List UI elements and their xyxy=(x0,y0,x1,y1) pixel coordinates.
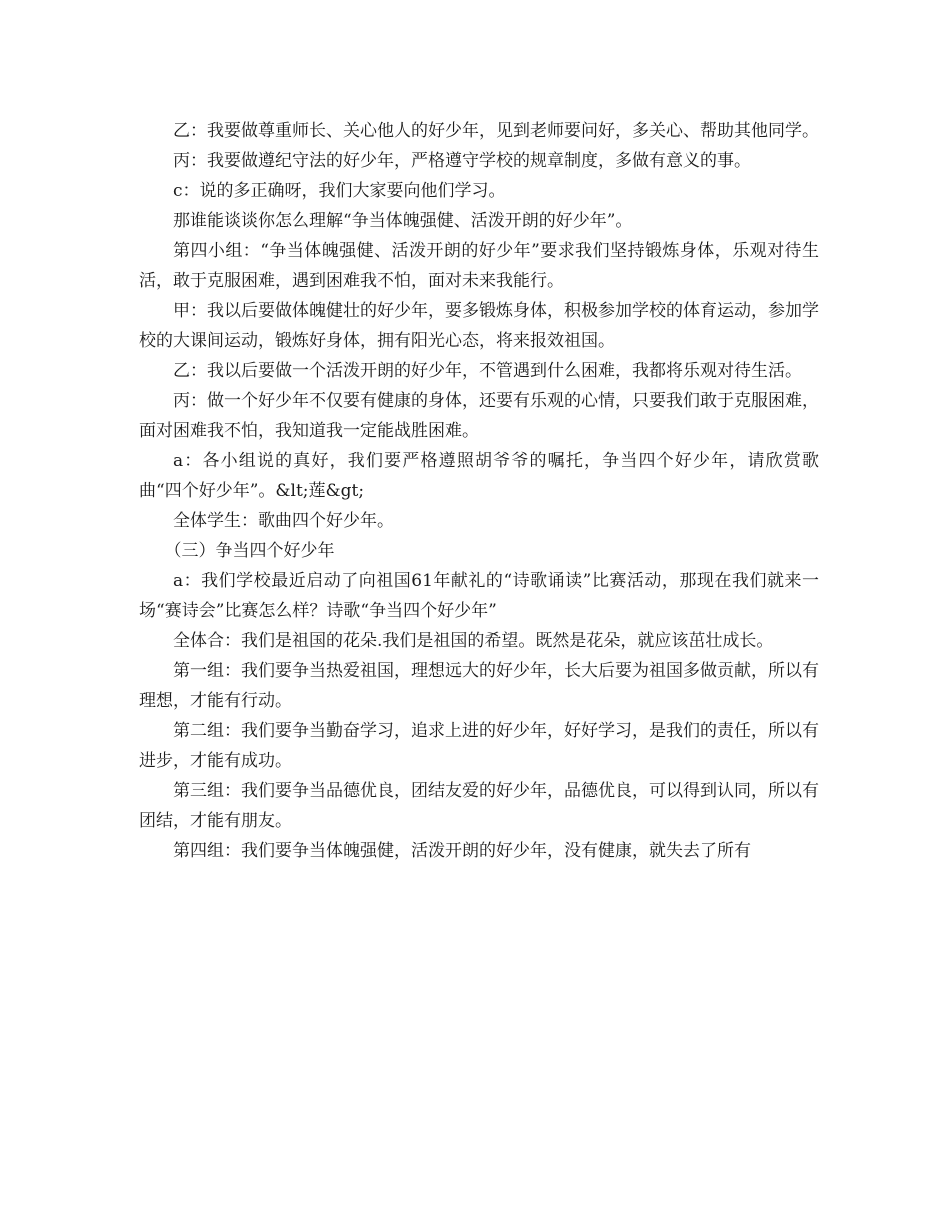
paragraph-group-two: 第二组：我们要争当勤奋学习，追求上进的好少年，好好学习，是我们的责任，所以有进步，才能有成功。 xyxy=(139,721,819,771)
paragraph-bing-law: 丙：我要做遵纪守法的好少年，严格遵守学校的规章制度，多做有意义的事。 xyxy=(173,151,751,171)
section-heading-three: （三）争当四个好少年 xyxy=(164,541,335,561)
paragraph-group-four: 第四小组：“争当体魄强健、活泼开朗的好少年”要求我们坚持锻炼身体，乐观对待生活，敢于克服困难，遇到困难我不怕，面对未来我能行。 xyxy=(139,241,819,291)
paragraph-group-three: 第三组：我们要争当品德优良，团结友爱的好少年，品德优良，可以得到认同，所以有团结，才能有朋友。 xyxy=(139,781,819,831)
paragraph-c-learn: c：说的多正确呀，我们大家要向他们学习。 xyxy=(173,181,506,201)
paragraph-yi-cheerful: 乙：我以后要做一个活泼开朗的好少年，不管遇到什么困难，我都将乐观对待生活。 xyxy=(173,361,802,381)
paragraph-all-together: 全体合：我们是祖国的花朵.我们是祖国的希望。既然是花朵，就应该茁壮成长。 xyxy=(173,631,774,651)
paragraph-group-four-poem: 第四组：我们要争当体魄强健，活泼开朗的好少年，没有健康，就失去了所有 xyxy=(173,841,751,861)
paragraph-all-students-song: 全体学生：歌曲四个好少年。 xyxy=(173,511,394,531)
paragraph-yi-respect: 乙：我要做尊重师长、关心他人的好少年，见到老师要问好，多关心、帮助其他同学。 xyxy=(173,121,819,141)
paragraph-a-poetry: a：我们学校最近启动了向祖国61年献礼的“诗歌诵读”比赛活动，那现在我们就来一场“赛诗会”比赛怎么样？诗歌“争当四个好少年” xyxy=(139,571,819,621)
paragraph-group-one: 第一组：我们要争当热爱祖国，理想远大的好少年，长大后要为祖国多做贡献，所以有理想，才能有行动。 xyxy=(139,661,819,711)
paragraph-a-song: a：各小组说的真好，我们要严格遵照胡爷爷的嘱托，争当四个好少年，请欣赏歌曲“四个好少年”。&lt;莲&gt; xyxy=(139,451,819,501)
paragraph-bing-overcome: 丙：做一个好少年不仅要有健康的身体，还要有乐观的心情，只要我们敢于克服困难，面对困难我不怕，我知道我一定能战胜困难。 xyxy=(139,391,819,441)
document-body xyxy=(139,116,819,866)
paragraph-question: 那谁能谈谈你怎么理解“争当体魄强健、活泼开朗的好少年”。 xyxy=(173,211,633,231)
paragraph-jia-health: 甲：我以后要做体魄健壮的好少年，要多锻炼身体，积极参加学校的体育运动，参加学校的大课间运动，锻炼好身体，拥有阳光心态，将来报效祖国。 xyxy=(139,301,819,351)
